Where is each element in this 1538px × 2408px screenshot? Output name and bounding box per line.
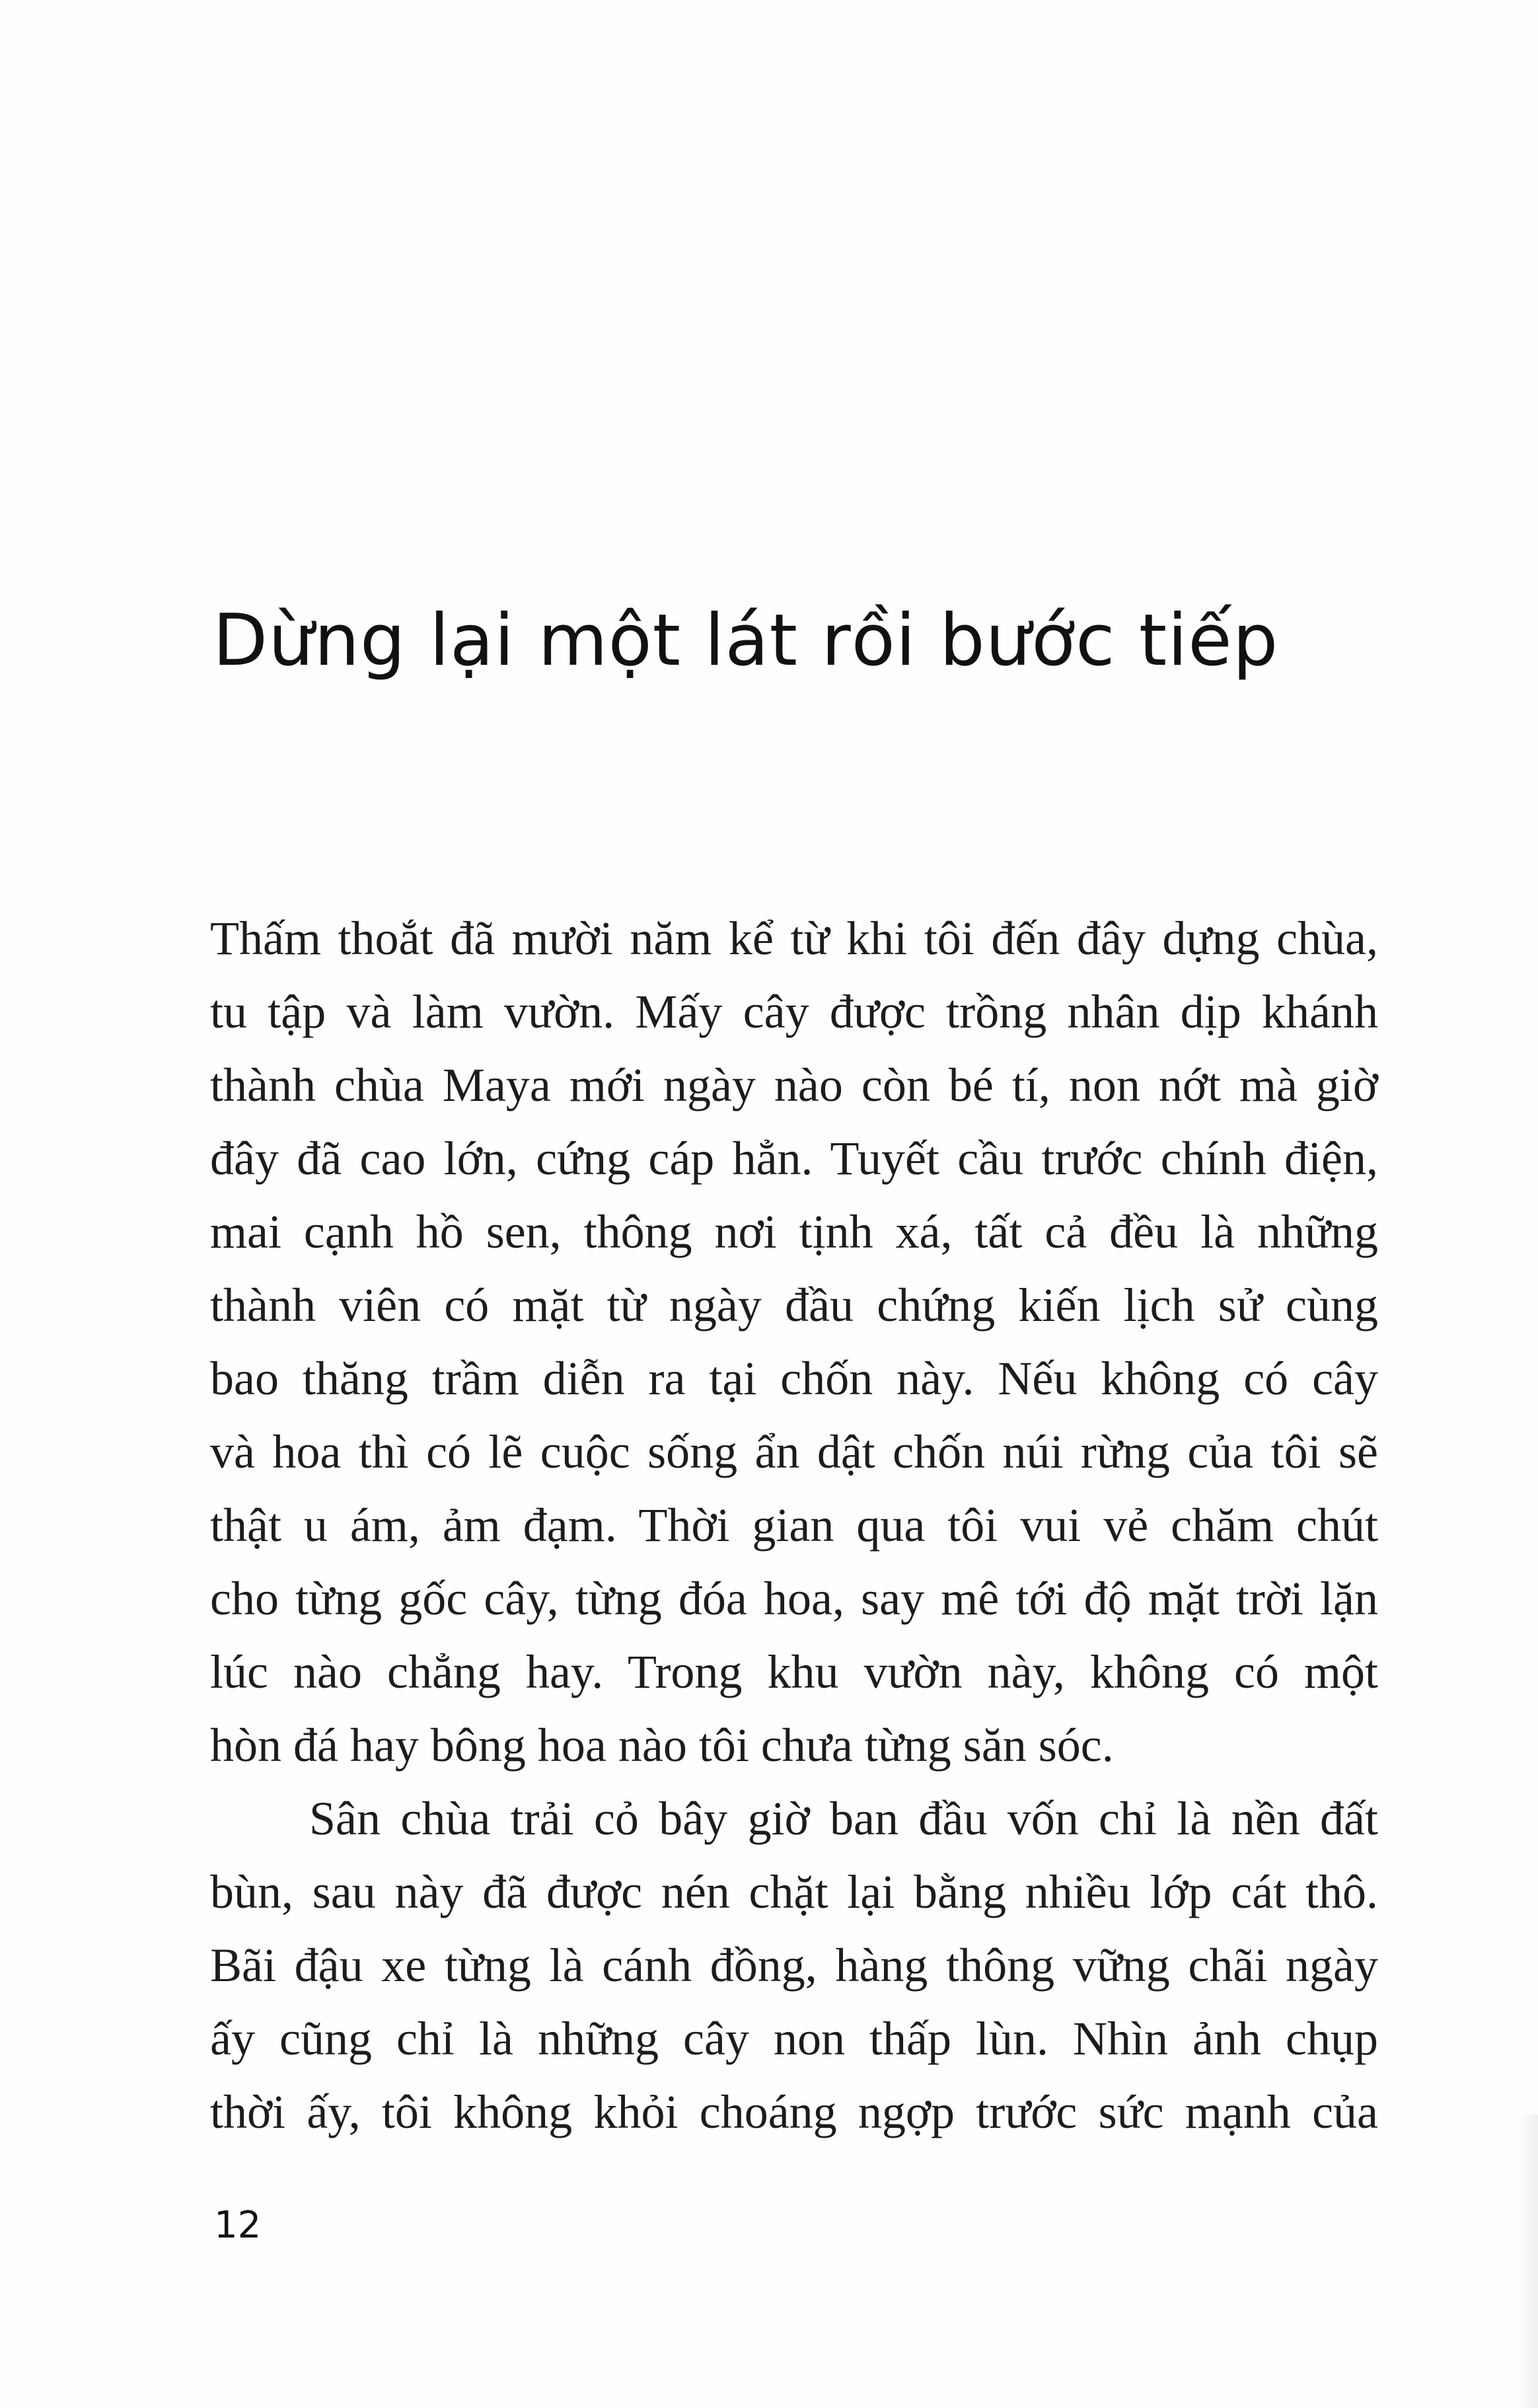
paragraph-2 bbox=[210, 1782, 1378, 2149]
text-line: lúc nào chẳng hay. Trong khu vườn này, không có một bbox=[210, 1645, 1378, 1698]
text-line: thật u ám, ảm đạm. Thời gian qua tôi vui vẻ chăm chút bbox=[210, 1499, 1378, 1552]
chapter-title: Dừng lại một lát rồi bước tiếp bbox=[213, 599, 1279, 682]
text-line: thành viên có mặt từ ngày đầu chứng kiến lịch sử cùng bbox=[210, 1279, 1378, 1332]
text-line: hòn đá hay bông hoa nào tôi chưa từng săn sóc. bbox=[210, 1719, 1114, 1772]
paragraph-1 bbox=[210, 902, 1378, 1782]
page-edge-shadow bbox=[1518, 2115, 1538, 2408]
text-line: Sân chùa trải cỏ bây giờ ban đầu vốn chỉ là nền đất bbox=[309, 1792, 1378, 1845]
body-text bbox=[210, 902, 1378, 2149]
text-line: Bãi đậu xe từng là cánh đồng, hàng thông vững chãi ngày bbox=[210, 1939, 1378, 1992]
text-line: ấy cũng chỉ là những cây non thấp lùn. Nhìn ảnh chụp bbox=[210, 2012, 1378, 2065]
text-line: bao thăng trầm diễn ra tại chốn này. Nếu không có cây bbox=[210, 1352, 1378, 1405]
text-line: mai cạnh hồ sen, thông nơi tịnh xá, tất cả đều là những bbox=[210, 1205, 1378, 1258]
text-line: đây đã cao lớn, cứng cáp hẳn. Tuyết cầu trước chính điện, bbox=[210, 1132, 1378, 1185]
text-line: và hoa thì có lẽ cuộc sống ẩn dật chốn núi rừng của tôi sẽ bbox=[210, 1425, 1378, 1478]
text-line: Thấm thoắt đã mười năm kể từ khi tôi đến đây dựng chùa, bbox=[210, 912, 1378, 965]
text-line: thành chùa Maya mới ngày nào còn bé tí, non nớt mà giờ bbox=[210, 1059, 1378, 1111]
text-line: bùn, sau này đã được nén chặt lại bằng nhiều lớp cát thô. bbox=[210, 1865, 1378, 1918]
text-line: tu tập và làm vườn. Mấy cây được trồng nhân dịp khánh bbox=[210, 985, 1378, 1038]
page-number: 12 bbox=[214, 2204, 262, 2247]
text-line: cho từng gốc cây, từng đóa hoa, say mê tới độ mặt trời lặn bbox=[210, 1572, 1378, 1625]
text-line: thời ấy, tôi không khỏi choáng ngợp trước sức mạnh của bbox=[210, 2086, 1378, 2138]
